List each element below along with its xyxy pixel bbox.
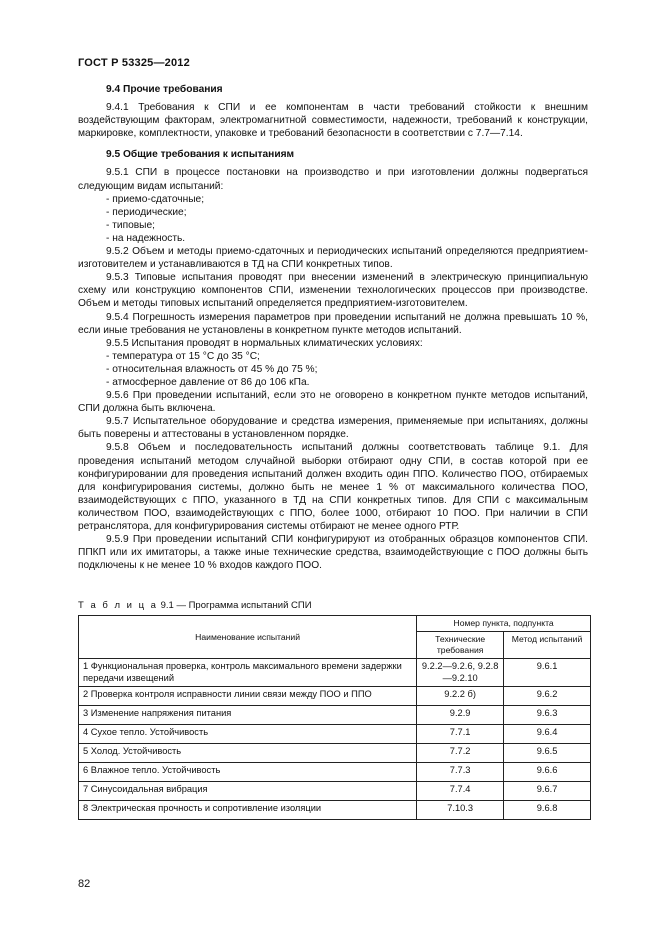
para-9-5-7: 9.5.7 Испытательное оборудование и средства измерения, применяемые при испытаниях, должны быть поверены и аттестованы в установленном порядке. (78, 416, 588, 441)
table-caption-label: Т а б л и ц а (78, 600, 158, 611)
cell-req: 9.2.2 б) (417, 687, 504, 706)
cell-name: 6 Влажное тепло. Устойчивость (79, 763, 417, 782)
doc-header: ГОСТ Р 53325—2012 (78, 57, 190, 69)
cell-method: 9.6.1 (504, 659, 591, 687)
cell-req: 9.2.9 (417, 706, 504, 725)
cell-req: 7.7.3 (417, 763, 504, 782)
cell-method: 9.6.5 (504, 744, 591, 763)
table-row (79, 687, 591, 706)
list-item: - типовые; (106, 219, 155, 231)
list-item: - температура от 15 °С до 35 °С; (106, 350, 260, 362)
cell-method: 9.6.3 (504, 706, 591, 725)
body-text (78, 83, 588, 572)
cell-name: 7 Синусоидальная вибрация (79, 782, 417, 801)
cell-name: 5 Холод. Устойчивость (79, 744, 417, 763)
cell-name: 3 Изменение напряжения питания (79, 706, 417, 725)
cell-name: 1 Функциональная проверка, контроль максимального времени задержки передачи извещений (79, 659, 417, 687)
page-number: 82 (78, 878, 91, 890)
col-header-name: Наименование испытаний (79, 616, 417, 659)
cell-req: 9.2.2—9.2.6, 9.2.8—9.2.10 (417, 659, 504, 687)
cell-req: 7.7.1 (417, 725, 504, 744)
para-9-4-1: 9.4.1 Требования к СПИ и ее компонентам в части требований стойкости к внешним воздействующим факторам, электромагнитной совместимости, надежности, требований к конструкции, маркировке, комплектности, упаковке и требований безопасности в соответствии с 7.7—7.14. (78, 102, 588, 140)
cell-name: 8 Электрическая прочность и сопротивление изоляции (79, 801, 417, 820)
para-9-5-2: 9.5.2 Объем и методы приемо-сдаточных и периодических испытаний определяются предприятием-изготовителем и устанавливаются в ТД на СПИ конкретных типов. (78, 246, 588, 271)
col-header-method: Метод испытаний (504, 632, 591, 659)
cell-name: 4 Сухое тепло. Устойчивость (79, 725, 417, 744)
para-9-5-4: 9.5.4 Погрешность измерения параметров при проведении испытаний не должна превышать 10 %, если иные требования не установлены в конкретном пункте методов испытаний. (78, 311, 588, 336)
col-header-requirements: Технические требования (417, 632, 504, 659)
table-row (79, 763, 591, 782)
cell-method: 9.6.7 (504, 782, 591, 801)
cell-name: 2 Проверка контроля исправности линии связи между ПОО и ППО (79, 687, 417, 706)
list-item: - относительная влажность от 45 % до 75 %; (106, 363, 318, 375)
section-9-5-title: 9.5 Общие требования к испытаниям (106, 149, 295, 161)
table-row (79, 801, 591, 820)
col-header-group: Номер пункта, подпункта (417, 616, 591, 632)
cell-req: 7.7.4 (417, 782, 504, 801)
cell-method: 9.6.4 (504, 725, 591, 744)
cell-req: 7.10.3 (417, 801, 504, 820)
table-row (79, 659, 591, 687)
list-item: - на надежность. (106, 232, 186, 244)
cell-req: 7.7.2 (417, 744, 504, 763)
table-caption (78, 600, 312, 611)
para-9-5-8: 9.5.8 Объем и последовательность испытаний должны соответствовать таблице 9.1. Для проведения испытаний методом случайной выборки отбирают одну СПИ, в состав которой при ее конфигурировании для проведения испытаний должен входить один ППО. Количество ПОО, отбираемых для конфигурирования системы, должно быть не менее 1 % от максимального количества ПОО, взаимодействующих с ППО, указанного в ТД на СПИ конкретных типов. Для СПИ с максимальным количеством ПОО, взаимодействующих с ППО, более 1000, отбирают 10 ПОО. При наличии в СПИ ретранслятора, для конфигурирования системы отбирают не менее одного РТР. (78, 442, 588, 532)
list-item: - периодические; (106, 206, 187, 218)
para-9-5-3: 9.5.3 Типовые испытания проводят при внесении изменений в электрическую принципиальную схему или конструкцию компонентов СПИ, изменении технологических процессов при производстве. Объем и методы типовых испытаний определяется предприятием-изготовителем. (78, 272, 588, 310)
list-item: - приемо-сдаточные; (106, 193, 205, 205)
para-9-5-5: 9.5.5 Испытания проводят в нормальных климатических условиях: (106, 337, 423, 349)
table-row (79, 744, 591, 763)
table-caption-text: 9.1 — Программа испытаний СПИ (160, 600, 312, 611)
cell-method: 9.6.6 (504, 763, 591, 782)
cell-method: 9.6.2 (504, 687, 591, 706)
section-9-4-title: 9.4 Прочие требования (106, 84, 223, 95)
table-row (79, 725, 591, 744)
para-9-5-6: 9.5.6 При проведении испытаний, если это не оговорено в конкретном пункте методов испытаний, СПИ должна быть включена. (78, 390, 588, 415)
table-row (79, 782, 591, 801)
list-item: - атмосферное давление от 86 до 106 кПа. (106, 376, 310, 388)
table-row (79, 706, 591, 725)
cell-method: 9.6.8 (504, 801, 591, 820)
test-program-table (78, 615, 591, 820)
para-9-5-9: 9.5.9 При проведении испытаний СПИ конфигурируют из отобранных образцов компонентов СПИ. ППКП или их имитаторы, а также иные технические средства, взаимодействующие с ПОО должны быть подключены к не менее 10 % входов каждого ПОО. (78, 534, 588, 572)
para-9-5-1: 9.5.1 СПИ в процессе постановки на производство и при изготовлении должны подвергаться следующим видам испытаний: (78, 167, 588, 192)
